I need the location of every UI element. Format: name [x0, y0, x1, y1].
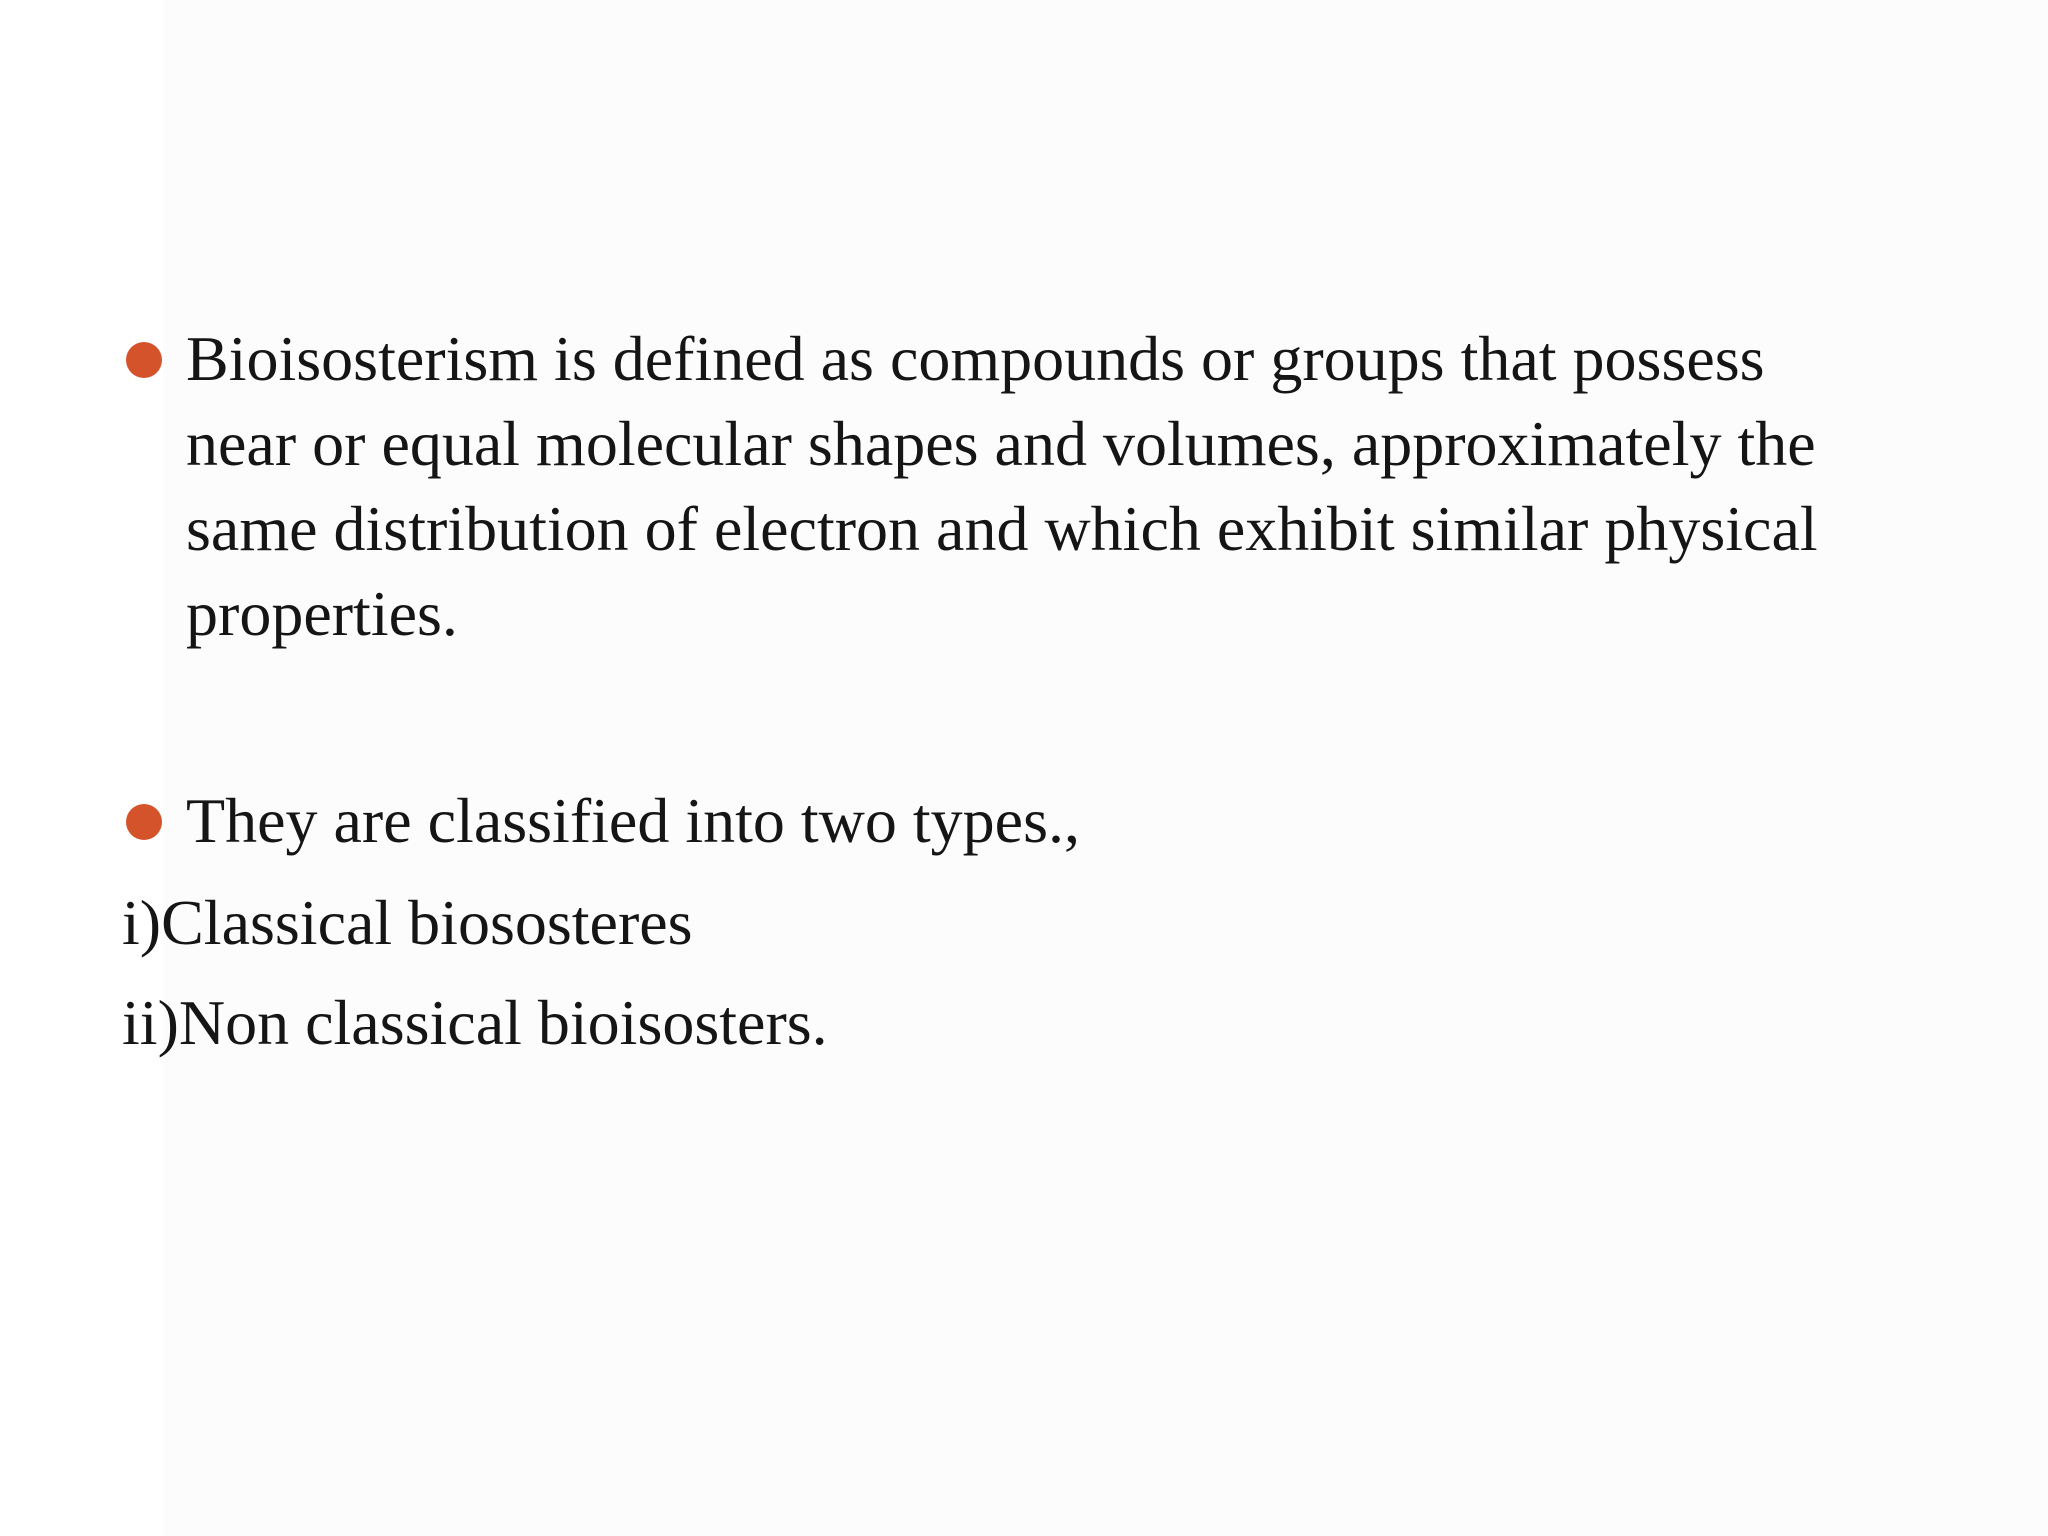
bullet-item-definition — [126, 316, 1886, 656]
sub-item-classical: i)Classical biososteres — [122, 887, 693, 958]
bullet-dot-icon — [126, 804, 162, 840]
bullet-dot-icon — [126, 342, 162, 378]
bullet-text-classification: They are classified into two types., — [186, 785, 1080, 856]
bullet-item-classification — [126, 778, 1886, 863]
sub-item-non-classical: ii)Non classical bioisosters. — [122, 987, 828, 1058]
bullet-text-definition: Bioisosterism is defined as compounds or groups that possess near or equal molecular shapes and volumes, approximately the same distribution of electron and which exhibit similar physical properties. — [186, 323, 1818, 649]
